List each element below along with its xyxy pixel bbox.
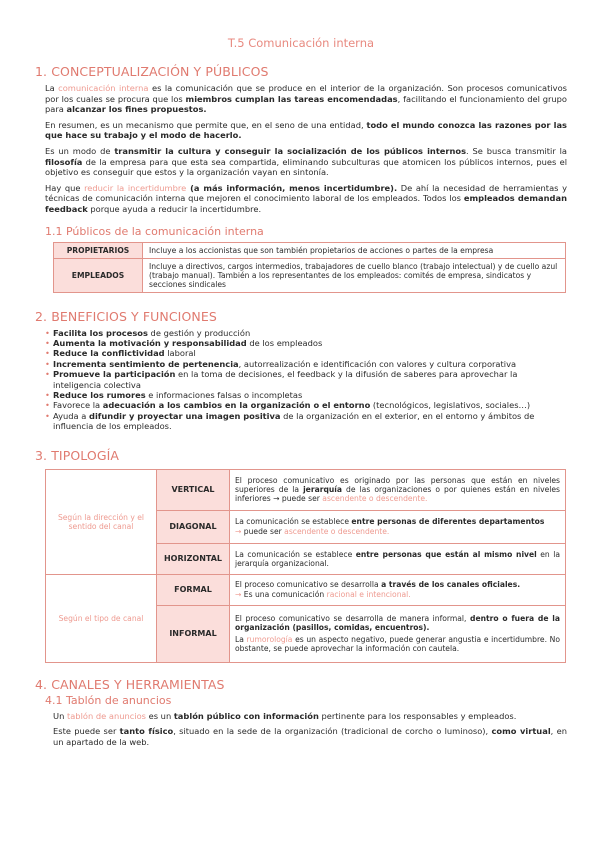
table-row [54,242,566,258]
table-row [46,469,566,510]
highlight-text: racional e intencional. [326,590,411,600]
bold-text: Reduce la conflictividad [53,348,165,359]
bold-text: dentro o fuera de la organización (pasillos, comidas, encuentros). [235,614,560,633]
table-row [54,258,566,292]
bold-text: miembros cumplan las tareas encomendadas [185,93,398,104]
list-item [45,328,567,338]
text-run: En resumen, es un mecanismo que permite que, en el seno de una entidad, [45,119,367,130]
bold-text: tablón público con información [173,710,319,721]
highlight-text: tablón de anuncios [66,710,146,721]
cell-text [235,517,544,526]
text-run: , situado en la sede de la organización (tradicional de corcho o luminoso), [173,726,492,737]
text-run: La comunicación se establece [235,517,352,527]
text-run: El proceso comunicativo se desarrolla [235,580,382,590]
text-run: La comunicación se establece [235,549,356,559]
bold-text: Promueve la participación [53,369,176,380]
section-1-1-heading: 1.1 Públicos de la comunicación interna [45,224,264,238]
highlight-text: → [235,590,244,600]
table-cell: Incluye a directivos, cargos intermedios, trabajadores de cuello blanco (trabajo intelectual) y de cuello azul (trabajo manual). También a los representantes de los empleados: comités de empresa, sindicatos y secciones sindicales [143,258,566,292]
table-key: PROPIETARIOS [54,242,143,258]
table-cell [230,605,566,662]
bold-text: Incrementa sentimiento de pertenencia [53,358,239,369]
bold-text: entre personas de diferentes departamentos [351,517,545,527]
group-label: Según el tipo de canal [46,574,157,662]
section-1-heading: 1. CONCEPTUALIZACIÓN Y PÚBLICOS [35,64,269,79]
bold-text: (a más información, menos incertidumbre). [186,182,398,193]
list-item [45,390,567,400]
highlight-text: comunicación interna [58,83,149,93]
bold-text: jerarquía [303,485,343,495]
table-cell: Incluye a los accionistas que son también propietarios de acciones o partes de la empresa [143,242,566,258]
text-run: De ahí la necesidad de herramientas y técnicas de comunicación interna que mejoren el conocimiento laboral de los empleados. Todos los [45,182,567,204]
text-run: pertinente para los responsables y empleados. [318,710,517,721]
bold-text: difundir y proyectar una imagen positiva [89,410,281,421]
table-key: VERTICAL [157,469,230,510]
text-run: de las organizaciones o por quienes están en niveles inferiores → puede ser [235,485,560,504]
bold-text: transmitir la cultura y conseguir la socialización de los públicos internos [114,145,467,156]
text-run: de gestión y producción [147,327,251,338]
table-cell [230,543,566,574]
bold-text: a través de los canales oficiales. [381,580,521,590]
text-run: Hay que [45,182,85,193]
bold-text: Aumenta la motivación y responsabilidad [53,337,247,348]
bold-text: tanto físico [119,726,174,737]
cell-subtext [235,527,560,536]
paragraph [53,711,567,722]
highlight-text: ascendente o descendente. [322,494,428,504]
highlight-text: → [235,527,244,537]
text-run: , autorrealización e identificación con valores y cultura corporativa [238,358,517,369]
cell-subtext [235,635,560,653]
section-2-heading: 2. BENEFICIOS Y FUNCIONES [35,308,217,324]
text-run: de los empleados [246,337,323,348]
section-3-heading: 3. TIPOLOGÍA [35,447,120,463]
list-item [45,400,567,410]
paragraph [45,146,567,178]
text-run: , en un apartado de la web. [53,726,567,747]
text-run: La [235,635,247,645]
table-key: INFORMAL [157,605,230,662]
bold-text: entre personas que están al mismo nivel [355,549,537,559]
text-run: puede ser [243,527,285,537]
paragraph [53,726,567,747]
bold-text: como virtual [491,726,551,737]
document-title: T.5 Comunicación interna [227,36,375,50]
text-run: laboral [164,348,196,359]
text-run: La [45,83,59,93]
list-item [45,348,567,358]
table-cell [230,510,566,543]
text-run: Un [53,710,67,721]
text-run: Este puede ser [53,726,120,737]
table-key: FORMAL [157,574,230,605]
text-run: Es un modo de [45,145,115,156]
text-run: . Se busca transmitir la [466,145,567,156]
section-4-1-heading: 4.1 Tablón de anuncios [45,693,172,707]
table-key: DIAGONAL [157,510,230,543]
cell-subtext [235,590,560,599]
text-run: El proceso comunicativo se desarrolla de manera informal, [235,614,471,624]
bold-text: Reduce los rumores [53,389,146,400]
text-run: , facilitando el funcionamiento del grupo para [45,93,567,115]
bold-text: empleados demandan feedback [45,193,567,214]
bold-text: todo el mundo conozca las razones por las que hace su trabajo y el modo de hacerlo. [45,119,567,141]
text-run: El proceso comunicativo es originado por las personas que están en niveles superiores de la [235,476,560,495]
bold-text: alcanzar los fines propuestos. [66,104,207,115]
text-run: es la comunicación que se produce en el interior de la organización. Son procesos comunicativos por los cuales se procura que los [45,83,567,104]
table-row [46,574,566,605]
paragraph [45,83,567,115]
bold-text: adecuación a los cambios en la organización o el entorno [102,400,371,411]
text-run: Es una comunicación [243,590,327,600]
tipologia-table [45,469,566,663]
benefits-list [45,328,567,432]
publicos-table [53,242,566,293]
table-cell [230,574,566,605]
table-cell [230,469,566,510]
list-item [45,369,567,390]
text-run: (tecnológicos, legislativos, sociales…) [370,400,531,411]
table-key: EMPLEADOS [54,258,143,292]
text-run: porque ayuda a reducir la incertidumbre. [87,203,262,214]
text-run: Favorece la [53,400,103,411]
text-run: de la organización en el exterior, en el entorno y ámbitos de influencia de los empleados. [53,410,535,432]
table-key: HORIZONTAL [157,543,230,574]
cell-text [235,580,520,589]
text-run: en la jerarquía organizacional. [235,549,560,568]
highlight-text: ascendente o descendente. [284,527,390,537]
text-run: en la toma de decisiones, el feedback y la difusión de saberes para aprovechar la inteligencia colectiva [53,369,518,390]
text-run: Ayuda a [53,410,89,421]
bold-text: Facilita los procesos [53,327,148,338]
section-4-heading: 4. CANALES Y HERRAMIENTAS [35,676,225,692]
highlight-text: rumorología [246,635,293,645]
list-item [45,411,567,432]
text-run: de la empresa para que esta sea compartida, eliminando subculturas que atomicen los públicos internos, pues el objetivo es conseguir que estos y la organización vayan en sintonía. [45,156,567,178]
list-item [45,338,567,348]
bold-text: filosofía [45,156,83,167]
group-label: Según la dirección y el sentido del canal [46,469,157,574]
text-run: es un [145,710,174,721]
highlight-text: reducir la incertidumbre [84,182,187,193]
cell-text [235,614,560,632]
paragraph [45,183,567,215]
text-run: es un aspecto negativo, puede generar angustia e incertidumbre. No obstante, se puede aprovechar la información con cautela. [235,635,560,654]
paragraph [45,120,567,141]
list-item [45,359,567,369]
text-run: e informaciones falsas o incompletas [145,389,303,400]
